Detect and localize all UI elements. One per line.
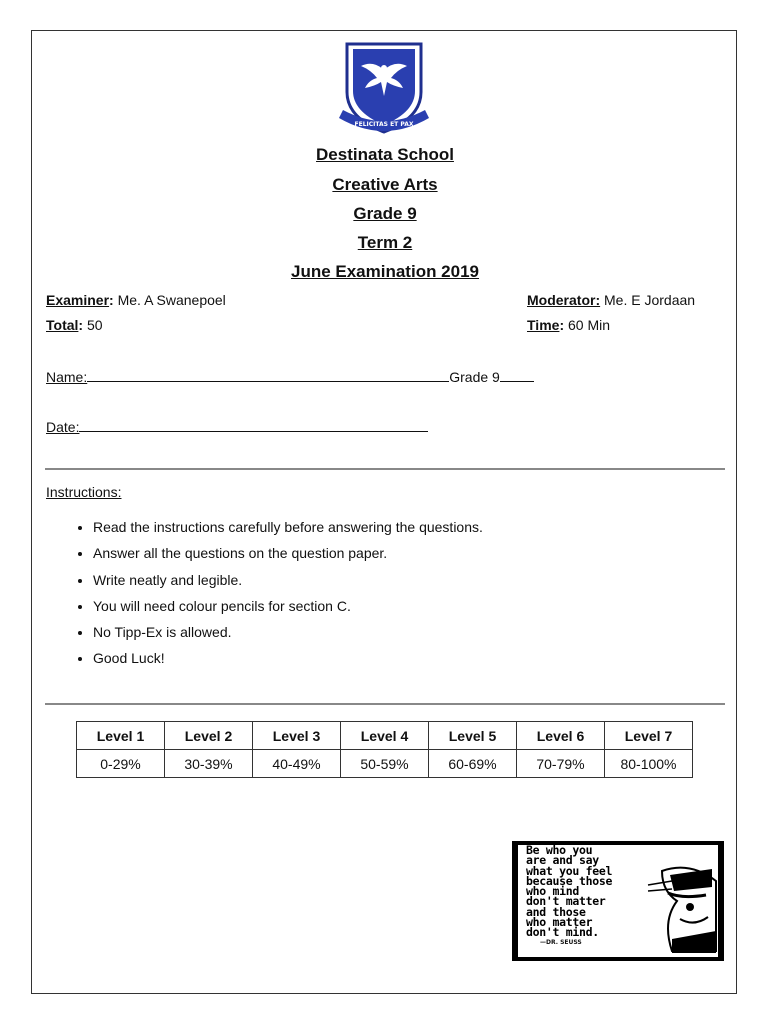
level-header: Level 7 [605, 722, 693, 750]
level-range: 40-49% [253, 750, 341, 778]
level-header: Level 1 [77, 722, 165, 750]
date-blank[interactable] [79, 419, 428, 432]
date-label: Date: [46, 419, 80, 435]
level-header: Level 5 [429, 722, 517, 750]
time-label: Time [527, 317, 560, 333]
name-label: Name: [46, 369, 88, 385]
levels-table [76, 721, 693, 778]
level-range: 80-100% [605, 750, 693, 778]
grade-class-blank[interactable] [500, 369, 534, 382]
instruction-item: • Answer all the questions on the question paper. [93, 540, 483, 566]
date-field-row [46, 419, 428, 435]
quote-line: are and say [526, 853, 599, 868]
instruction-item: • No Tipp-Ex is allowed. [93, 619, 483, 645]
grade-title: Grade 9 [353, 204, 417, 223]
subject-title: Creative Arts [332, 175, 438, 194]
instructions-list [63, 514, 483, 672]
levels-header-row [77, 722, 693, 750]
divider-top [45, 468, 725, 470]
term-title: Term 2 [357, 233, 413, 252]
moderator-label: Moderator: [527, 292, 601, 308]
name-blank[interactable] [87, 369, 449, 382]
total-label: Total [46, 317, 79, 333]
level-header: Level 4 [341, 722, 429, 750]
quote-line: because those [526, 873, 613, 888]
level-range: 60-69% [429, 750, 517, 778]
name-field-row [46, 369, 534, 385]
quote-line: don't mind. [526, 925, 599, 940]
levels-range-row [77, 750, 693, 778]
time-value: 60 Min [568, 317, 611, 333]
level-header: Level 6 [517, 722, 605, 750]
level-range: 50-59% [341, 750, 429, 778]
divider-bottom [45, 703, 725, 705]
quote-line: who mind [526, 884, 579, 899]
level-header: Level 3 [253, 722, 341, 750]
examiner-value: Me. A Swanepoel [117, 292, 226, 308]
level-range: 0-29% [77, 750, 165, 778]
quote-image [512, 841, 724, 961]
quote-line: what you feel [526, 863, 613, 878]
exam-title: June Examination 2019 [290, 262, 480, 281]
quote-author: —DR. SEUSS [540, 939, 582, 946]
level-range: 70-79% [517, 750, 605, 778]
time-row: Time: 60 Min [527, 317, 611, 333]
instruction-item: • You will need colour pencils for section C. [93, 593, 483, 619]
school-crest-logo [333, 40, 435, 140]
school-motto: FELICITAS ET PAX [354, 121, 414, 128]
examiner-row: Examiner: Me. A Swanepoel [46, 292, 226, 308]
instruction-item: • Write neatly and legible. [93, 567, 483, 593]
instruction-item: • Good Luck! [93, 645, 483, 671]
level-range: 30-39% [165, 750, 253, 778]
instructions-heading: Instructions: [46, 484, 122, 500]
quote-line: who matter [526, 915, 593, 930]
total-row: Total: 50 [46, 317, 103, 333]
level-header: Level 2 [165, 722, 253, 750]
instruction-item: • Read the instructions carefully before answering the questions. [93, 514, 483, 540]
moderator-value: Me. E Jordaan [604, 292, 696, 308]
grade-label: Grade 9 [449, 369, 500, 385]
school-name: Destinata School [316, 145, 454, 164]
quote-line: Be who you [526, 843, 593, 857]
total-value: 50 [86, 317, 103, 333]
quote-line: and those [526, 904, 586, 919]
quote-line: don't matter [526, 894, 606, 909]
quote-text [526, 845, 612, 938]
moderator-row [527, 292, 695, 308]
examiner-label: Examiner [46, 292, 110, 308]
